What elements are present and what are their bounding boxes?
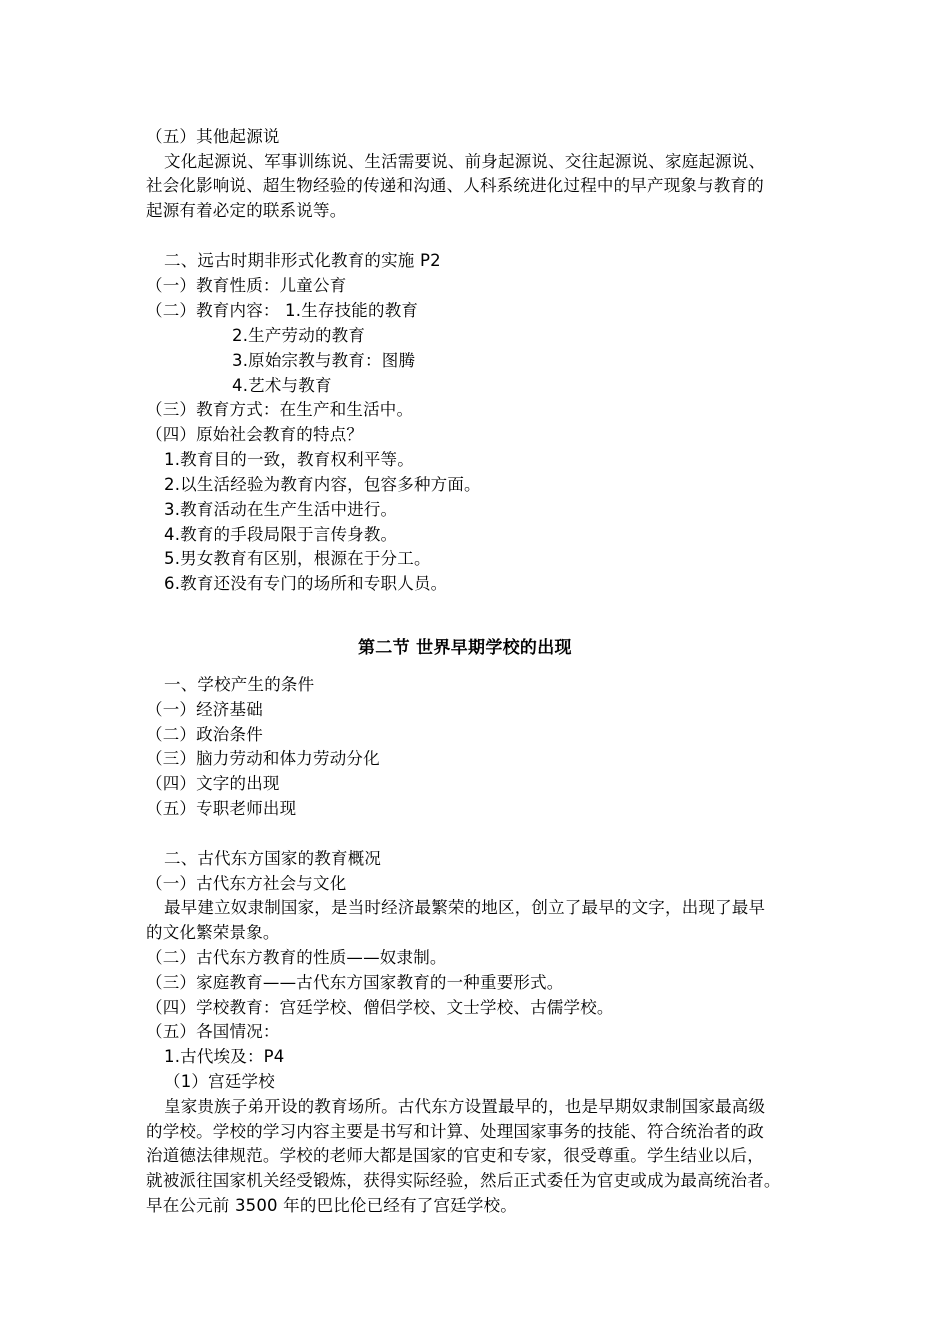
east-heading: 二、古代东方国家的教育概况 bbox=[164, 849, 382, 868]
section-title: 第二节 世界早期学校的出现 bbox=[358, 638, 572, 658]
palace-para-line-2: 的学校。学校的学习内容主要是书写和计算、处理国家事务的技能、符合统治者的政 bbox=[146, 1122, 764, 1141]
condition-item: （二）政治条件 bbox=[146, 725, 263, 744]
egypt-heading: 1.古代埃及：P4 bbox=[164, 1047, 285, 1066]
palace-para-line-5: 早在公元前 3500 年的巴比伦已经有了宫廷学校。 bbox=[146, 1196, 517, 1215]
east-item-2: （二）古代东方教育的性质——奴隶制。 bbox=[146, 948, 447, 967]
palace-para-line-1: 皇家贵族子弟开设的教育场所。古代东方设置最早的，也是早期奴隶制国家最高级 bbox=[164, 1097, 766, 1116]
conditions-heading: 一、学校产生的条件 bbox=[164, 675, 315, 694]
palace-para-line-3: 治道德法律规范。学校的老师大都是国家的官吏和专家，很受尊重。学生结业以后， bbox=[146, 1146, 764, 1165]
condition-item: （五）专职老师出现 bbox=[146, 799, 297, 818]
informal-content-item: 3.原始宗教与教育：图腾 bbox=[232, 351, 416, 370]
feature-item: 3.教育活动在生产生活中进行。 bbox=[164, 500, 398, 519]
features-heading: （四）原始社会教育的特点？ bbox=[146, 425, 364, 444]
informal-method: （三）教育方式：在生产和生活中。 bbox=[146, 400, 414, 419]
condition-item: （三）脑力劳动和体力劳动分化 bbox=[146, 749, 380, 768]
east-item-3: （三）家庭教育——古代东方国家教育的一种重要形式。 bbox=[146, 973, 564, 992]
origin-para-line-1: 文化起源说、军事训练说、生活需要说、前身起源说、交往起源说、家庭起源说、 bbox=[164, 152, 766, 171]
feature-item: 2.以生活经验为教育内容，包容多种方面。 bbox=[164, 475, 481, 494]
east-item-5: （五）各国情况： bbox=[146, 1022, 280, 1041]
feature-item: 4.教育的手段局限于言传身教。 bbox=[164, 525, 398, 544]
origin-para-line-3: 起源有着必定的联系说等。 bbox=[146, 201, 347, 220]
palace-para-line-4: 就被派往国家机关经受锻炼，获得实际经验，然后正式委任为官吏或成为最高统治者。 bbox=[146, 1171, 781, 1190]
east-item-4: （四）学校教育：宫廷学校、僧侣学校、文士学校、古儒学校。 bbox=[146, 998, 614, 1017]
informal-content-item: 2.生产劳动的教育 bbox=[232, 326, 366, 345]
east-item-1: （一）古代东方社会与文化 bbox=[146, 874, 347, 893]
informal-content: （二）教育内容： 1.生存技能的教育 bbox=[146, 301, 419, 320]
origin-heading: （五）其他起源说 bbox=[146, 127, 280, 146]
origin-para-line-2: 社会化影响说、超生物经验的传递和沟通、人科系统进化过程中的早产现象与教育的 bbox=[146, 176, 764, 195]
informal-nature: （一）教育性质：儿童公育 bbox=[146, 276, 347, 295]
east-para-line-2: 的文化繁荣景象。 bbox=[146, 923, 280, 942]
palace-heading: （1）宫廷学校 bbox=[164, 1072, 275, 1091]
informal-content-item: 4.艺术与教育 bbox=[232, 376, 332, 395]
informal-heading: 二、远古时期非形式化教育的实施 P2 bbox=[164, 251, 441, 270]
condition-item: （四）文字的出现 bbox=[146, 774, 280, 793]
east-para-line-1: 最早建立奴隶制国家，是当时经济最繁荣的地区，创立了最早的文字，出现了最早 bbox=[164, 898, 766, 917]
feature-item: 6.教育还没有专门的场所和专职人员。 bbox=[164, 574, 448, 593]
feature-item: 1.教育目的一致，教育权利平等。 bbox=[164, 450, 414, 469]
feature-item: 5.男女教育有区别，根源在于分工。 bbox=[164, 549, 431, 568]
condition-item: （一）经济基础 bbox=[146, 700, 263, 719]
